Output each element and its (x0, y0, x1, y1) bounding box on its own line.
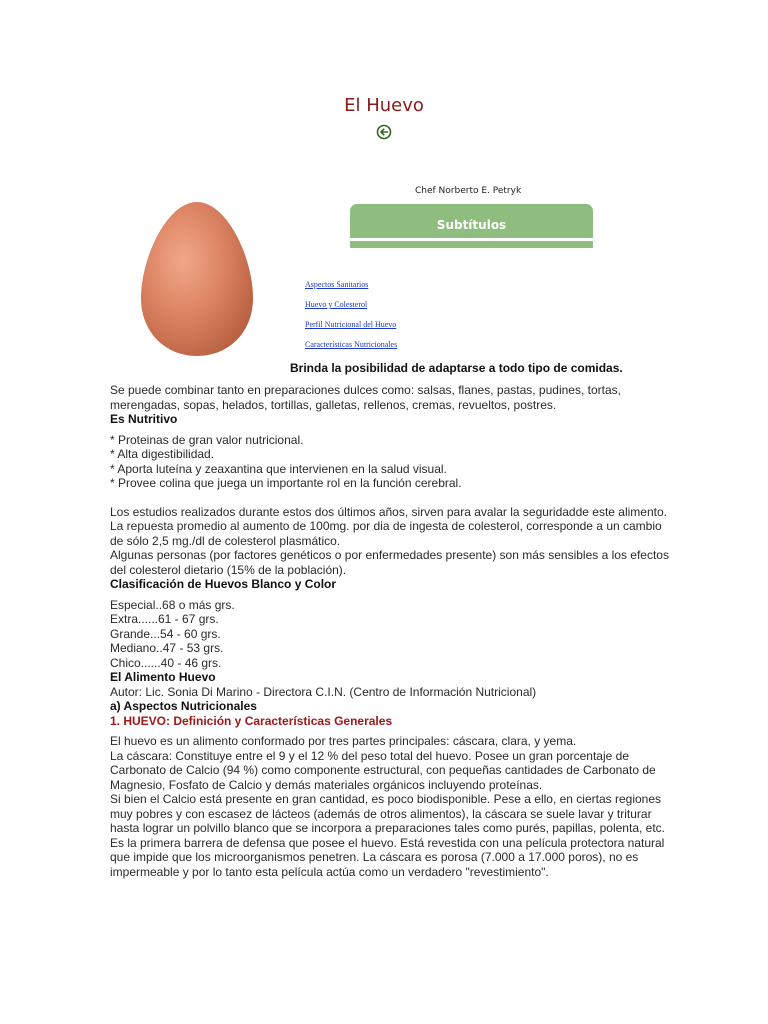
list-item: * Proteinas de gran valor nutricional. (110, 432, 304, 447)
studies-paragraph: La repuesta promedio al aumento de 100mg. por dia de ingesta de colesterol, corresponde a un cambio de sólo 2,5 mg./dl de colesterol plasmático. (110, 519, 662, 548)
studies-block (110, 505, 670, 578)
huevo-paragraph: Si bien el Calcio está presente en gran cantidad, es poco biodisponible. Pese a ello, en ciertas regiones muy pobres y con escasez de lácteos (además de otros alimentos), la cáscara se suele lavar y triturar hasta lograr un polvillo blanco que se incorpora a preparaciones tales como purés, papillas, polenta, etc. (110, 792, 665, 835)
subtitles-divider (350, 238, 593, 241)
huevo-paragraph: El huevo es un alimento conformado por tres partes principales: cáscara, clara, y yema. (110, 734, 577, 748)
page-title: El Huevo (344, 95, 424, 116)
studies-paragraph: Algunas personas (por factores genéticos o por enfermedades presente) son más sensibles a los efectos del colesterol dietario (15% de la población). (110, 548, 669, 577)
huevo-paragraph: La cáscara: Constituye entre el 9 y el 12 % del peso total del huevo. Posee un gran porcentaje de Carbonato de Calcio (94 %) como componente estructural, con pequeñas cantidades de Carbonato de Magnesio, Fosfato de Calcio y demás materiales orgánicos incluyendo proteínas. (110, 748, 656, 792)
author-name: Chef Norberto E. Petryk (415, 186, 522, 196)
egg-image (137, 200, 257, 360)
nutritivo-heading: Es Nutritivo (110, 412, 178, 426)
alimento-heading: El Alimento Huevo (110, 670, 216, 684)
clasificacion-list (110, 598, 670, 671)
list-item: Mediano..47 - 53 grs. (110, 641, 224, 655)
list-item: Extra......61 - 67 grs. (110, 612, 219, 626)
studies-paragraph: Los estudios realizados durante estos dos últimos años, sirven para avalar la seguridadde este alimento. (110, 504, 667, 519)
link-perfil-nutricional[interactable]: Perfil Nutricional del Huevo (305, 320, 397, 329)
huevo-block (110, 734, 670, 836)
clasificacion-heading: Clasificación de Huevos Blanco y Color (110, 577, 337, 591)
subtitle-links (305, 280, 397, 360)
article-body (110, 383, 670, 879)
huevo-heading: 1. HUEVO: Definición y Características Generales (110, 713, 393, 728)
subtitles-label: Subtítulos (436, 218, 507, 232)
list-item: * Alta digestibilidad. (110, 447, 215, 461)
list-item: Especial..68 o más grs. (110, 597, 235, 612)
list-item: * Provee colina que juega un importante rol en la función cerebral. (110, 476, 462, 490)
link-caracteristicas-nutricionales[interactable]: Características Nutricionales (305, 340, 398, 349)
list-item: * Aporta luteína y zeaxantina que intervienen en la salud visual. (110, 461, 447, 476)
autor-line: Autor: Lic. Sonia Di Marino - Directora C.I.N. (Centro de Información Nutricional) (110, 684, 537, 699)
subtitles-header (350, 204, 593, 248)
list-item: Grande...54 - 60 grs. (110, 626, 221, 641)
barrera-paragraph: Es la primera barrera de defensa que posee el huevo. Está revestida con una película protectora natural que impide que los microorganismos penetren. La cáscara es porosa (7.000 a 17.000 poros), no es impermeable y por lo tanto esta película actúa como un verdadero "revestimiento". (110, 835, 665, 879)
nutritivo-list (110, 433, 670, 491)
aspectos-heading: a) Aspectos Nutricionales (110, 699, 257, 713)
link-huevo-colesterol[interactable]: Huevo y Colesterol (305, 300, 368, 309)
tagline: Brinda la posibilidad de adaptarse a todo tipo de comidas. (290, 361, 623, 375)
list-item: Chico......40 - 46 grs. (110, 655, 222, 670)
intro-paragraph: Se puede combinar tanto en preparaciones dulces como: salsas, flanes, pastas, pudines, tortas, merengadas, sopas, helados, tortillas, galletas, rellenos, cremas, revueltos, postres. (110, 383, 621, 412)
link-aspectos-sanitarios[interactable]: Aspectos Sanitarios (305, 280, 369, 289)
arrow-left-circle-icon[interactable] (376, 124, 392, 140)
